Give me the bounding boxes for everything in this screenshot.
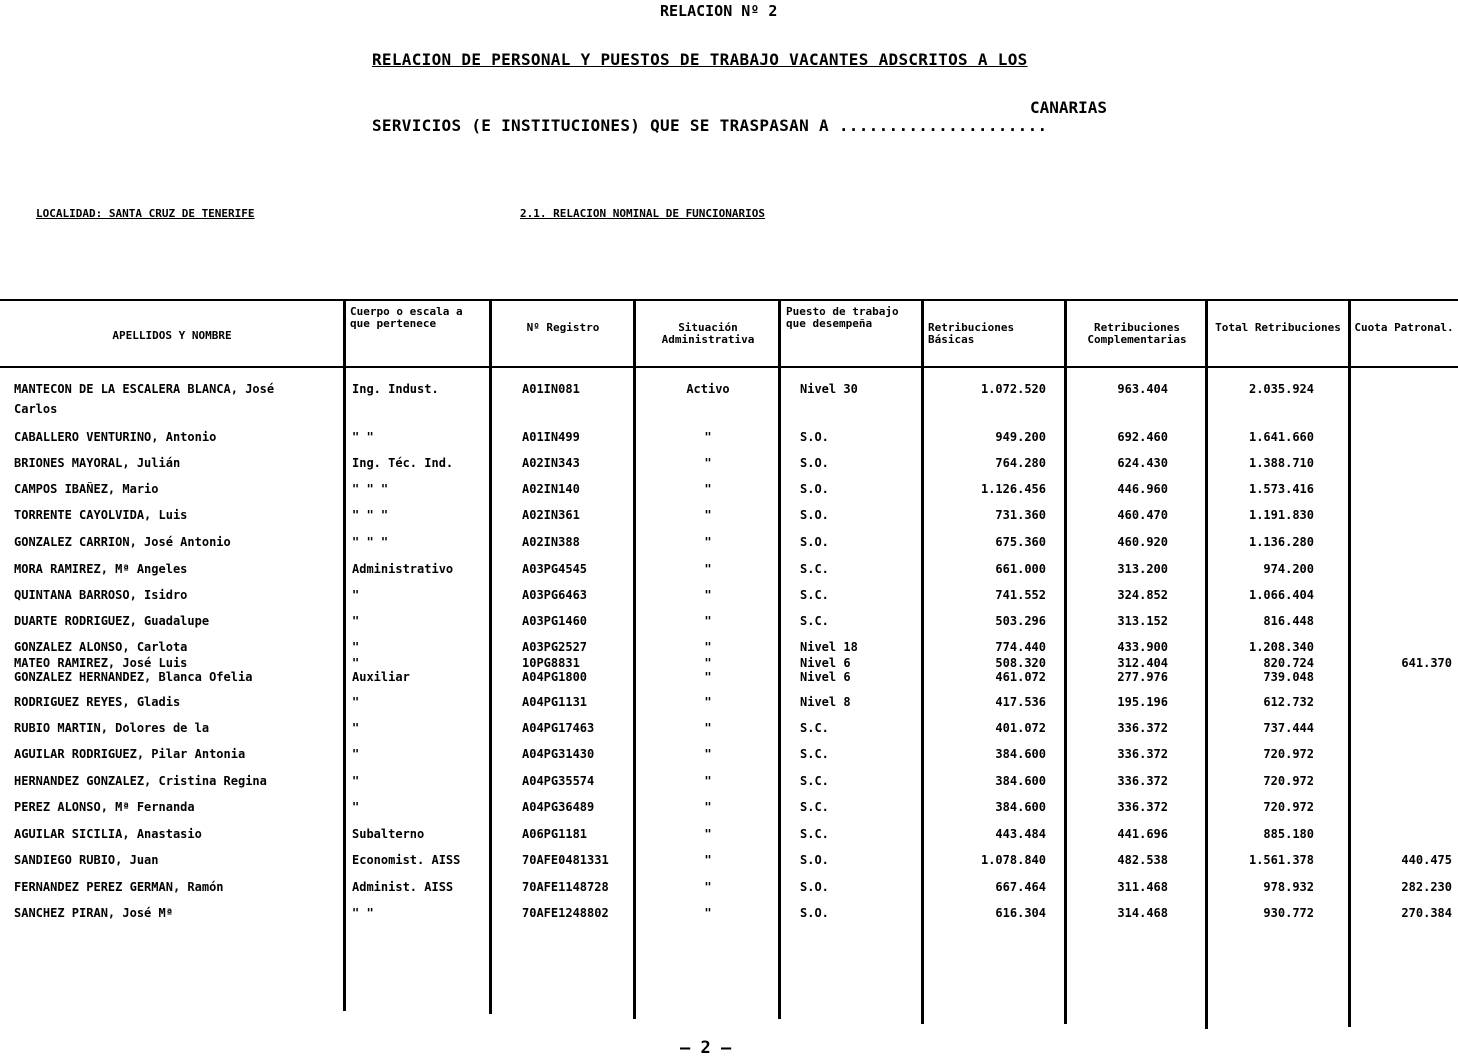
table-top-rule	[0, 299, 1458, 301]
table-cell: 675.360	[995, 535, 1046, 549]
table-cell: 930.772	[1263, 906, 1314, 920]
table-cell: 270.384	[1401, 906, 1452, 920]
header-registro: Nº Registro	[526, 321, 600, 334]
table-cell: Administ. AISS	[352, 880, 454, 894]
table-cell: A06PG1181	[522, 827, 588, 841]
table-cell: S.O.	[800, 535, 829, 549]
table-cell: 624.430	[1117, 456, 1168, 470]
table-cell: CABALLERO VENTURINO, Antonio	[14, 430, 217, 444]
table-cell: 720.972	[1263, 747, 1314, 761]
table-cell: 441.696	[1117, 827, 1168, 841]
table-cell: 885.180	[1263, 827, 1314, 841]
table-cell: 1.561.378	[1248, 853, 1314, 867]
table-cell: 313.200	[1117, 562, 1168, 576]
locality-label: LOCALIDAD: SANTA CRUZ DE TENERIFE	[36, 207, 255, 220]
table-cell: 667.464	[995, 880, 1046, 894]
table-cell: A03PG4545	[522, 562, 588, 576]
region-name: CANARIAS	[1030, 98, 1108, 117]
table-cell: S.O.	[800, 853, 829, 867]
table-cell: 661.000	[995, 562, 1046, 576]
table-cell: " " "	[352, 535, 389, 549]
table-cell: Carlos	[14, 402, 58, 416]
header-apellidos: APELLIDOS Y NOMBRE	[112, 329, 232, 342]
table-cell: 384.600	[995, 800, 1046, 814]
table-cell: 508.320	[995, 656, 1046, 670]
table-row	[0, 588, 1458, 614]
table-cell: "	[704, 853, 712, 867]
table-cell: S.O.	[800, 906, 829, 920]
table-cell: 401.072	[995, 721, 1046, 735]
table-cell: "	[704, 827, 712, 841]
table-cell: DUARTE RODRIGUEZ, Guadalupe	[14, 614, 210, 628]
table-cell: " " "	[352, 482, 389, 496]
table-cell: S.O.	[800, 430, 829, 444]
table-header-rule	[0, 366, 1458, 368]
table-row	[0, 721, 1458, 747]
table-cell: MATEO RAMIREZ, José Luis	[14, 656, 188, 670]
table-cell: " " "	[352, 508, 389, 522]
table-cell: "	[352, 656, 360, 670]
table-cell: "	[704, 508, 712, 522]
table-cell: GONZALEZ HERNANDEZ, Blanca Ofelia	[14, 670, 253, 684]
table-cell: S.C.	[800, 588, 829, 602]
table-cell: 314.468	[1117, 906, 1168, 920]
table-cell: BRIONES MAYORAL, Julián	[14, 456, 181, 470]
section-title: 2.1. RELACION NOMINAL DE FUNCIONARIOS	[520, 207, 766, 220]
table-cell: "	[352, 800, 360, 814]
table-cell: A02IN343	[522, 456, 580, 470]
table-cell: 195.196	[1117, 695, 1168, 709]
table-cell: "	[704, 774, 712, 788]
table-cell: RUBIO MARTIN, Dolores de la	[14, 721, 210, 735]
table-cell: 612.732	[1263, 695, 1314, 709]
table-cell: 336.372	[1117, 747, 1168, 761]
table-cell: "	[704, 456, 712, 470]
table-cell: FERNANDEZ PEREZ GERMAN, Ramón	[14, 880, 224, 894]
table-row	[0, 853, 1458, 879]
table-cell: 336.372	[1117, 800, 1168, 814]
table-cell: 70AFE1148728	[522, 880, 609, 894]
header-basicas: Retribuciones Básicas	[928, 321, 1015, 346]
table-cell: "	[704, 614, 712, 628]
table-row	[0, 535, 1458, 561]
table-cell: A01IN081	[522, 382, 580, 396]
table-cell: Ing. Indust.	[352, 382, 439, 396]
header-cuota: Cuota Patronal.	[1354, 321, 1454, 334]
table-row	[0, 880, 1458, 906]
table-cell: S.C.	[800, 721, 829, 735]
table-cell: SANDIEGO RUBIO, Juan	[14, 853, 159, 867]
table-cell: Nivel 18	[800, 640, 858, 654]
table-cell: 974.200	[1263, 562, 1314, 576]
table-cell: S.C.	[800, 827, 829, 841]
table-cell: 720.972	[1263, 800, 1314, 814]
table-cell: "	[704, 588, 712, 602]
table-cell: SANCHEZ PIRAN, José Mª	[14, 906, 173, 920]
table-cell: HERNANDEZ GONZALEZ, Cristina Regina	[14, 774, 267, 788]
relacion-number: RELACION Nº 2	[660, 2, 778, 20]
table-cell: 336.372	[1117, 774, 1168, 788]
table-cell: 417.536	[995, 695, 1046, 709]
table-row	[0, 827, 1458, 853]
table-cell: "	[704, 656, 712, 670]
table-cell: 963.404	[1117, 382, 1168, 396]
table-cell: 312.404	[1117, 656, 1168, 670]
table-cell: QUINTANA BARROSO, Isidro	[14, 588, 188, 602]
table-cell: A01IN499	[522, 430, 580, 444]
table-cell: 433.900	[1117, 640, 1168, 654]
table-cell: 720.972	[1263, 774, 1314, 788]
table-cell: 764.280	[995, 456, 1046, 470]
table-cell: Subalterno	[352, 827, 425, 841]
table-cell: 1.136.280	[1248, 535, 1314, 549]
table-cell: 277.976	[1117, 670, 1168, 684]
table-cell: 1.072.520	[980, 382, 1046, 396]
table-cell: S.C.	[800, 562, 829, 576]
table-cell: "	[704, 747, 712, 761]
table-cell: "	[352, 695, 360, 709]
table-cell: 384.600	[995, 747, 1046, 761]
table-cell: A02IN361	[522, 508, 580, 522]
table-cell: "	[352, 774, 360, 788]
table-cell: 460.920	[1117, 535, 1168, 549]
table-cell: "	[704, 800, 712, 814]
table-cell: S.C.	[800, 614, 829, 628]
table-cell: A03PG6463	[522, 588, 588, 602]
table-cell: GONZALEZ ALONSO, Carlota	[14, 640, 188, 654]
table-cell: MORA RAMIREZ, Mª Angeles	[14, 562, 188, 576]
table-cell: A04PG1131	[522, 695, 588, 709]
table-cell: 2.035.924	[1248, 382, 1314, 396]
table-cell: 774.440	[995, 640, 1046, 654]
table-cell: 737.444	[1263, 721, 1314, 735]
table-cell: "	[352, 614, 360, 628]
table-cell: A04PG35574	[522, 774, 595, 788]
table-cell: 324.852	[1117, 588, 1168, 602]
table-cell: Nivel 8	[800, 695, 851, 709]
table-cell: Nivel 6	[800, 670, 851, 684]
table-row	[0, 695, 1458, 721]
table-cell: "	[352, 588, 360, 602]
table-cell: "	[704, 535, 712, 549]
table-cell: "	[704, 670, 712, 684]
header-puesto: Puesto de trabajo que desempeña	[786, 305, 899, 330]
table-cell: A04PG17463	[522, 721, 595, 735]
table-cell: TORRENTE CAYOLVIDA, Luis	[14, 508, 188, 522]
table-cell: AGUILAR SICILIA, Anastasio	[14, 827, 202, 841]
table-cell: 1.573.416	[1248, 482, 1314, 496]
table-cell: "	[704, 640, 712, 654]
table-row	[0, 456, 1458, 482]
table-cell: 503.296	[995, 614, 1046, 628]
table-cell: "	[704, 430, 712, 444]
table-cell: Administrativo	[352, 562, 454, 576]
table-cell: A02IN388	[522, 535, 580, 549]
page-number: — 2 —	[680, 1038, 732, 1058]
table-cell: S.O.	[800, 508, 829, 522]
table-cell: 1.066.404	[1248, 588, 1314, 602]
table-cell: S.O.	[800, 880, 829, 894]
table-cell: GONZALEZ CARRION, José Antonio	[14, 535, 231, 549]
table-row	[0, 906, 1458, 932]
table-cell: Economist. AISS	[352, 853, 461, 867]
table-row	[0, 430, 1458, 456]
table-cell: 1.388.710	[1248, 456, 1314, 470]
table-cell: 820.724	[1263, 656, 1314, 670]
title-line-2: SERVICIOS (E INSTITUCIONES) QUE SE TRASPASAN A .....................	[372, 116, 1048, 135]
table-cell: 1.126.456	[980, 482, 1046, 496]
table-cell: "	[704, 482, 712, 496]
table-cell: 816.448	[1263, 614, 1314, 628]
header-cuerpo: Cuerpo o escala a que pertenece	[350, 305, 463, 330]
table-cell: A04PG31430	[522, 747, 595, 761]
table-cell: Activo	[686, 382, 730, 396]
table-row	[0, 670, 1458, 696]
table-cell: 70AFE1248802	[522, 906, 609, 920]
table-row	[0, 402, 1458, 428]
table-cell: "	[704, 721, 712, 735]
table-row	[0, 508, 1458, 534]
table-cell: S.C.	[800, 774, 829, 788]
table-cell: S.O.	[800, 482, 829, 496]
table-cell: 1.078.840	[980, 853, 1046, 867]
table-row	[0, 614, 1458, 640]
table-row	[0, 747, 1458, 773]
table-cell: 739.048	[1263, 670, 1314, 684]
table-cell: 282.230	[1401, 880, 1452, 894]
table-cell: 443.484	[995, 827, 1046, 841]
table-cell: " "	[352, 430, 374, 444]
title-line-1: RELACION DE PERSONAL Y PUESTOS DE TRABAJO VACANTES ADSCRITOS A LOS	[372, 50, 1028, 69]
table-cell: S.C.	[800, 800, 829, 814]
table-cell: 731.360	[995, 508, 1046, 522]
table-cell: 692.460	[1117, 430, 1168, 444]
table-cell: AGUILAR RODRIGUEZ, Pilar Antonia	[14, 747, 246, 761]
table-cell: 949.200	[995, 430, 1046, 444]
table-cell: A04PG36489	[522, 800, 595, 814]
table-cell: 70AFE0481331	[522, 853, 609, 867]
table-cell: A04PG1800	[522, 670, 588, 684]
table-cell: Ing. Téc. Ind.	[352, 456, 454, 470]
table-cell: 1.641.660	[1248, 430, 1314, 444]
table-cell: Nivel 6	[800, 656, 851, 670]
table-cell: 616.304	[995, 906, 1046, 920]
table-cell: 978.932	[1263, 880, 1314, 894]
table-cell: "	[704, 562, 712, 576]
table-cell: A03PG1460	[522, 614, 588, 628]
header-total: Total Retribuciones	[1215, 321, 1341, 334]
table-cell: PEREZ ALONSO, Mª Fernanda	[14, 800, 195, 814]
table-cell: CAMPOS IBAÑEZ, Mario	[14, 482, 159, 496]
table-cell: 1.191.830	[1248, 508, 1314, 522]
table-cell: "	[352, 721, 360, 735]
table-cell: 461.072	[995, 670, 1046, 684]
table-cell: 440.475	[1401, 853, 1452, 867]
table-row	[0, 800, 1458, 826]
table-cell: 641.370	[1401, 656, 1452, 670]
table-cell: A03PG2527	[522, 640, 588, 654]
table-cell: "	[704, 906, 712, 920]
table-cell: 482.538	[1117, 853, 1168, 867]
table-cell: "	[704, 880, 712, 894]
table-cell: 460.470	[1117, 508, 1168, 522]
table-row	[0, 774, 1458, 800]
table-cell: 10PG8831	[522, 656, 580, 670]
table-cell: 384.600	[995, 774, 1046, 788]
table-row	[0, 482, 1458, 508]
table-cell: 446.960	[1117, 482, 1168, 496]
table-cell: "	[352, 640, 360, 654]
table-cell: RODRIGUEZ REYES, Gladis	[14, 695, 181, 709]
table-row	[0, 562, 1458, 588]
table-cell: A02IN140	[522, 482, 580, 496]
header-situacion: Situación Administrativa	[661, 321, 755, 346]
table-cell: Nivel 30	[800, 382, 858, 396]
table-cell: S.C.	[800, 747, 829, 761]
table-cell: "	[352, 747, 360, 761]
table-cell: " "	[352, 906, 374, 920]
table-cell: "	[704, 695, 712, 709]
table-cell: 311.468	[1117, 880, 1168, 894]
table-cell: 741.552	[995, 588, 1046, 602]
header-complementarias: Retribuciones Complementarias	[1087, 321, 1187, 346]
table-cell: MANTECON DE LA ESCALERA BLANCA, José	[14, 382, 275, 396]
table-cell: Auxiliar	[352, 670, 410, 684]
table-cell: 1.208.340	[1248, 640, 1314, 654]
table-cell: S.O.	[800, 456, 829, 470]
table-cell: 336.372	[1117, 721, 1168, 735]
table-cell: 313.152	[1117, 614, 1168, 628]
